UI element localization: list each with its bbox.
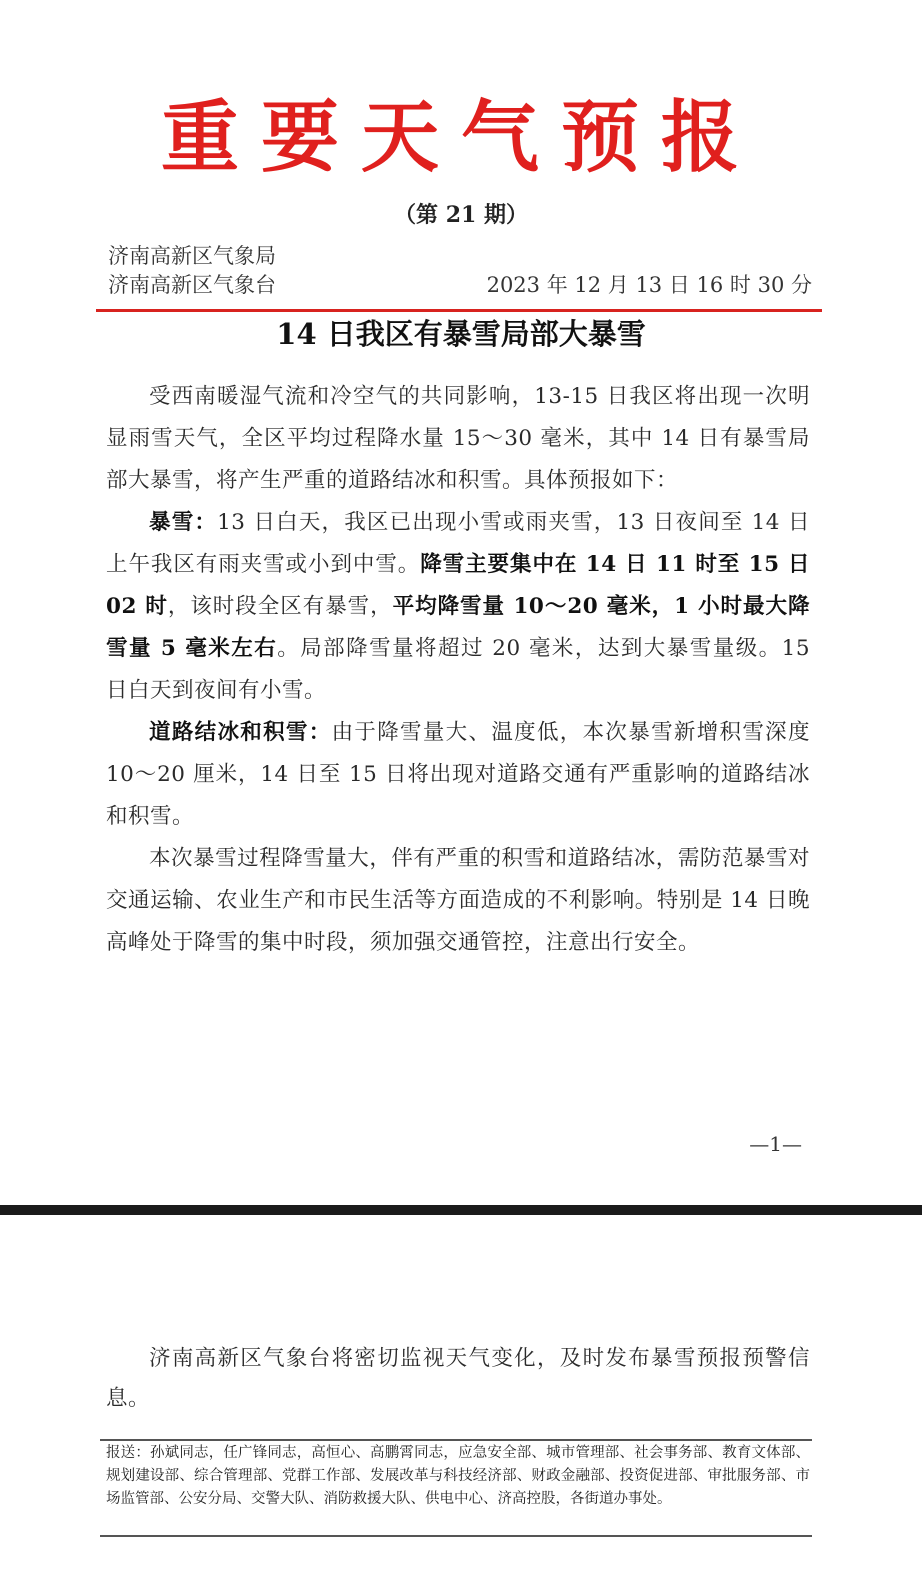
masthead-title: 重要天气预报 (160, 92, 761, 183)
headline: 14 日我区有暴雪局部大暴雪 (276, 317, 646, 351)
page-separator (0, 1205, 922, 1215)
intro-paragraph: 受西南暖湿气流和冷空气的共同影响，13-15 日我区将出现一次明显雨雪天气，全区平均过程降水量 15～30 毫米，其中 14 日有暴雪局部大暴雪，将产生严重的道路结冰和积雪。具体预报如下： (106, 384, 810, 493)
issuer-bureau: 济南高新区气象局 (108, 244, 276, 268)
red-divider (96, 309, 822, 312)
closing-paragraph: 济南高新区气象台将密切监视天气变化，及时发布暴雪预报预警信息。 (106, 1346, 810, 1411)
blizzard-text-1: 13 日白天，我区已出现小雪或雨夹雪，13 日夜间至 14 日上午我区有雨夹雪或小到中雪。 (106, 510, 810, 577)
advice-paragraph: 本次暴雪过程降雪量大，伴有严重的积雪和道路结冰，需防范暴雪对交通运输、农业生产和市民生活等方面造成的不利影响。特别是 14 日晚高峰处于降雪的集中时段，须加强交通管控，注意出行安全。 (106, 846, 810, 955)
blizzard-emphasis-1: 降雪主要集中在 14 日 11 时至 15 日 02 时 (106, 552, 810, 619)
blizzard-paragraph (106, 502, 810, 712)
distribution-top-rule (100, 1439, 812, 1441)
blizzard-text-2: ，该时段全区有暴雪， (167, 594, 393, 619)
road-paragraph (106, 712, 810, 838)
issue-datetime: 2023 年 12 月 13 日 16 时 30 分 (486, 273, 812, 297)
document-page-2 (0, 1215, 922, 1582)
issue-number: （第 21 期） (394, 202, 528, 228)
distribution-list: 报送：孙斌同志，任广锋同志，高恒心、高鹏霄同志，应急安全部、城市管理部、社会事务部、教育文体部、规划建设部、综合管理部、党群工作部、发展改革与科技经济部、财政金融部、投资促进部、审批服务部、市场监管部、公安分局、交警大队、消防救援大队、供电中心、济高控股，各街道办事处。 (106, 1445, 810, 1507)
road-label: 道路结冰和积雪： (149, 720, 332, 745)
blizzard-emphasis-2: 平均降雪量 10～20 毫米，1 小时最大降雪量 5 毫米左右 (106, 594, 810, 661)
issuer-station: 济南高新区气象台 (108, 273, 276, 297)
page-number: —1— (749, 1132, 802, 1156)
blizzard-label: 暴雪： (149, 510, 218, 535)
forecast-body (106, 376, 810, 964)
blizzard-text-3: 。局部降雪量将超过 20 毫米，达到大暴雪量级。15 日白天到夜间有小雪。 (106, 636, 810, 703)
distribution-bottom-rule (100, 1535, 812, 1537)
road-text: 由于降雪量大、温度低，本次暴雪新增积雪深度 10～20 厘米，14 日至 15 日将出现对道路交通有严重影响的道路结冰和积雪。 (106, 720, 810, 829)
closing-section (106, 1339, 810, 1419)
